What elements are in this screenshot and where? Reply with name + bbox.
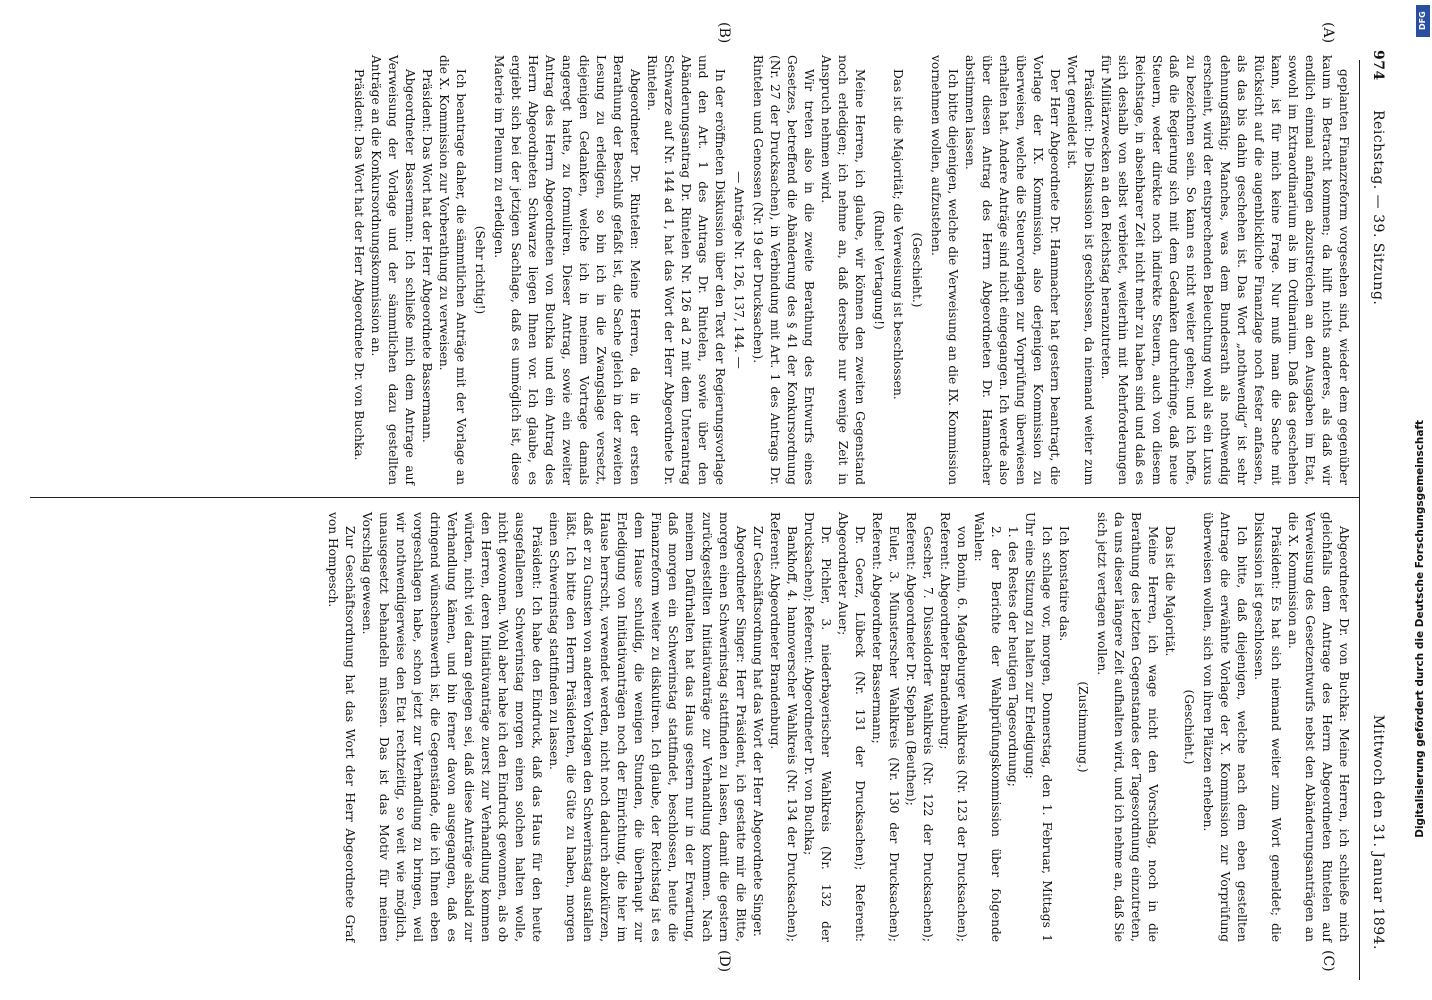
margin-mark-b: (B): [716, 22, 732, 44]
dfg-credit-text: Digitalisierung gefördert durch die Deutsche Forschungsgemeinschaft: [1414, 420, 1426, 838]
paragraph: (Sehr richtig!): [473, 225, 487, 315]
paragraph: Meine Herren, ich wage nicht den Vorschlag, noch in die Berathung des letzten Gegenstandes der Tagesordnung einzutreten, da uns dieser längere Zeit aufhalten wird, und ich nehme an, daß Sie sich jetzt vertagen wollen.: [1095, 512, 1160, 942]
paragraph: Wir treten also in die zweite Berathung des Entwurfs eines Gesetzes, betreffend die Abänderung des § 41 der Konkursordnung (Nr. 27 der Drucksachen), in Verbindung mit Art. 1 des Antrags Dr. Rintelen und Genossen (Nr. 19 der Drucksachen).: [751, 55, 816, 485]
paragraph: (Geschieht.): [1182, 689, 1196, 765]
paragraph: Ich bitte, daß diejenigen, welche nach dem eben gestellten Antrage die erwähnte Vorlage der X. Kommission zur Vorprüfung überweisen wollen, sich von ihren Plätzen erheben.: [1201, 512, 1249, 942]
paragraph: 1. des Restes der heutigen Tagesordnung;: [1006, 526, 1020, 787]
paragraph: Präsident: Es hat sich niemand weiter zum Wort gemeldet; die Diskussion ist geschlossen.: [1252, 512, 1283, 942]
paragraph: Ich bitte diejenigen, welche die Verweisung an die IX. Kommission vornehmen wollen, aufzustehen.: [929, 55, 960, 485]
paragraph: Zur Geschäftsordnung hat das Wort der Herr Abgeordnete Graf von Hompesch.: [326, 512, 357, 942]
paragraph: In der eröffneten Diskussion über den Text der Regierungsvorlage und den Art. 1 des Antrags Dr. Rintelen, sowie über den Abänderungsantrag Dr. Rintelen Nr. 126 ad 2 mit dem Unterantrag Schwarze auf Nr. 144 ad 1, hat das Wort der Herr Abgeordnete Dr. Rintelen.: [645, 55, 727, 485]
dfg-logo: DFG: [1416, 5, 1430, 37]
paragraph: (Geschieht.): [910, 232, 924, 308]
header-rule: [1359, 60, 1360, 980]
right-column: [324, 512, 1352, 942]
margin-mark-d: (D): [716, 950, 732, 973]
header-left-title: Reichstag. — 39. Sitzung.: [1370, 110, 1386, 306]
digitization-credit-strip: [1414, 0, 1432, 1000]
paragraph: Euler, 3. Münsterscher Wahlkreis (Nr. 130 der Drucksachen); Referent: Abgeordneter Bassermann;: [870, 512, 901, 942]
paragraph: Abgeordneter Bassermann: Ich schließe mich dem Antrage auf Verweisung der Vorlage und der sämmtlichen dazu gestellten Anträge an die Konkursordnungskommission an.: [369, 55, 417, 485]
paragraph: Abgeordneter Singer: Herr Präsident, ich gestatte mir die Bitte, morgen einen Schwerinstag stattfinden zu lassen, damit die gestern zurückgestellten Initiativanträge zur Verhandlung kommen. Nach meinem Dafürhalten hat das Haus gestern nur in der Erwartung, daß morgen ein Schwerinstag stattfindet, beschlossen, heute die Finanzreform weiter zu diskutiren. Ich glaube, der Reichstag ist es dem Hause schuldig, die wenigen Stunden, die überhaupt zur Erledigung von Initiativanträgen noch der Einrichtung, die hier im Hause herrscht, verwendet werden, nicht noch dadurch abzukürzen, daß er zu Gunsten von anderen Vorlagen den Schwerinstag ausfallen läßt. Ich bitte den Herrn Präsidenten, die Güte zu haben, morgen einen Schwerinstag stattfinden zu lassen.: [547, 512, 748, 942]
paragraph: Dr. Pichler, 3. niederbayerischer Wahlkreis (Nr. 132 der Drucksachen); Referent: Abgeordneter Dr. von Buchka;: [802, 512, 833, 942]
paragraph: Das ist die Majorität.: [1163, 526, 1177, 657]
paragraph: Ich beantrage daher, die sämmtlichen Anträge mit der Vorlage an die X. Kommission zur Vorberathung zu verweisen.: [437, 55, 468, 485]
paragraph: Bankhoff, 4. hannoverscher Wahlkreis (Nr. 134 der Drucksachen); Referent: Abgeordneter Brandenburg.: [768, 512, 799, 942]
paragraph: (Zustimmung.): [1076, 681, 1090, 773]
paragraph: Gescher, 7. Düsseldorfer Wahlkreis (Nr. 122 der Drucksachen); Referent: Abgeordneter Dr. Stephan (Beuthen);: [904, 512, 935, 942]
paragraph: Präsident: Das Wort hat der Herr Abgeordnete Dr. von Buchka.: [352, 69, 366, 461]
paragraph: Der Herr Abgeordnete Dr. Hammacher hat gestern beantragt, die Vorlage der IX. Kommission, also derjenigen Kommission zu überweisen, welche die Steuervorlagen zur Vorprüfung überwiesen erhalten hat. Andere Anträge sind nicht eingegangen. Ich werde also über diesen Antrag des Herrn Abgeordneten Dr. Hammacher abstimmen lassen.: [963, 55, 1062, 485]
paragraph: Dr. Goerz, Lübeck (Nr. 131 der Drucksachen); Referent: Abgeordneter Auer;: [836, 512, 867, 942]
paragraph: Präsident: Das Wort hat der Herr Abgeordnete Bassermann.: [420, 69, 434, 443]
margin-mark-c: (C): [1320, 950, 1336, 972]
paragraph: (Ruhe! Vertagung!): [872, 210, 886, 330]
margin-mark-a: (A): [1320, 22, 1336, 44]
left-column: [350, 55, 1352, 485]
paragraph: Ich schlage vor, morgen, Donnerstag, den 1. Februar, Mittags 1 Uhr eine Sitzung zu halten zur Erledigung:: [1023, 512, 1054, 942]
paragraph: Ich konstatire das.: [1057, 526, 1071, 642]
header-right-date: Mittwoch den 31. Januar 1894.: [1370, 714, 1386, 950]
page-number: 974: [1370, 50, 1386, 81]
paragraph: Zur Geschäftsordnung hat das Wort der Herr Abgeordnete Singer.: [751, 526, 765, 937]
paragraph: Präsident: Ich habe den Eindruck, daß das Haus für den heute ausgefallenen Schwerinstag morgen einen solchen halten wolle, nicht gewonnen. Wohl aber habe ich den Eindruck gewonnen, als ob den Herren, deren Initiativanträge zuerst zur Verhandlung kommen würden, nicht viel daran gelegen sei, daß diese Anträge alsbald zur Verhandlung kämen, und bin ferner davon ausgegangen, daß es dringend wünschenswerth ist, die Gegenstände, die ich Ihnen eben vorgeschlagen habe, schon jetzt zur Verhandlung zu bringen, weil wir nothwendigerweise den Etat rechtzeitig, so weit wie möglich, unausgesetzt behandeln müssen. Das ist das Motiv für meinen Vorschlag gewesen.: [360, 512, 544, 942]
column-divider: [30, 497, 1360, 498]
paragraph: Abgeordneter Dr. von Buchka: Meine Herren, ich schließe mich gleichfalls dem Antrage des Herrn Abgeordneten Rintelen auf Verweisung des Gesetzentwurfs nebst den Abänderungsanträgen an die X. Kommission an.: [1286, 512, 1351, 942]
running-header: [1362, 40, 1386, 970]
paragraph: — Anträge Nr. 126, 137, 144. —: [732, 171, 746, 369]
paragraph: 2. der Berichte der Wahlprüfungskommission über folgende Wahlen:: [972, 512, 1003, 942]
paragraph: Präsident: Die Diskussion ist geschlossen, da niemand weiter zum Wort gemeldet ist.: [1065, 55, 1096, 485]
paragraph: Meine Herren, ich glaube, wir können den zweiten Gegenstand noch erledigen; ich nehme an, daß derselbe nur wenige Zeit in Anspruch nehmen wird.: [819, 55, 867, 485]
paragraph: Das ist die Majorität; die Verweisung ist beschlossen.: [891, 69, 905, 400]
paragraph: geplanten Finanzreform vorgesehen sind, wieder dem gegenüber kaum in Betracht kommen; da hilft nichts anderes, als daß wir endlich einmal anfangen abzustreichen an den Ausgaben im Etat, sowohl im Extraordinarium als im Ordinarium. Daß das geschehen kann, ist für mich keine Frage. Nur muß man die Sache mit Rücksicht auf die augenblickliche Finanzlage noch fester anfassen, als das bis dahin geschehen ist. Das Wort „nothwendig“ ist sehr dehnungsfähig; Manches, was dem Bundesrath als nothwendig erscheint, wird der entsprechenden Beleuchtung wohl als ein Luxus zu bezeichnen sein. So kann es nicht weiter gehen; und ich hoffe, daß die Regierung sich mit dem Gedanken durchdringe, daß neue Steuern, weder direkte noch indirekte Steuern, auch von diesem Reichstage, in absehbarer Zeit nicht mehr zu haben sind und daß es sich deshalb von selbst verbietet, weiterhin mit Mehrforderungen für Militärzwecken an den Reichstag heranzutreten.: [1099, 55, 1351, 485]
paragraph: von Bonin, 6. Magdeburger Wahlkreis (Nr. 123 der Drucksachen); Referent: Abgeordneter Brandenburg;: [938, 512, 969, 942]
paragraph: Abgeordneter Dr. Rintelen: Meine Herren, da in der ersten Berathung der Beschluß gefaßt ist, die Sache gleich in der zweiten Lesung zu erledigen, so bin ich in die Zwangslage versetzt, diejenigen Gedanken, welche ich in meinem Vortrage damals angeregt hatte, zu formuliren. Dieser Antrag, sowie ein zweiter Antrag des Herrn Abgeordneten von Buchka und ein Antrag des Herrn Abgeordneten Schwarze liegen Ihnen vor. Ich glaube, es ergiebt sich bei der jetzigen Sachlage, daß es unmöglich ist, diese Materie im Plenum zu erledigen.: [492, 55, 642, 485]
